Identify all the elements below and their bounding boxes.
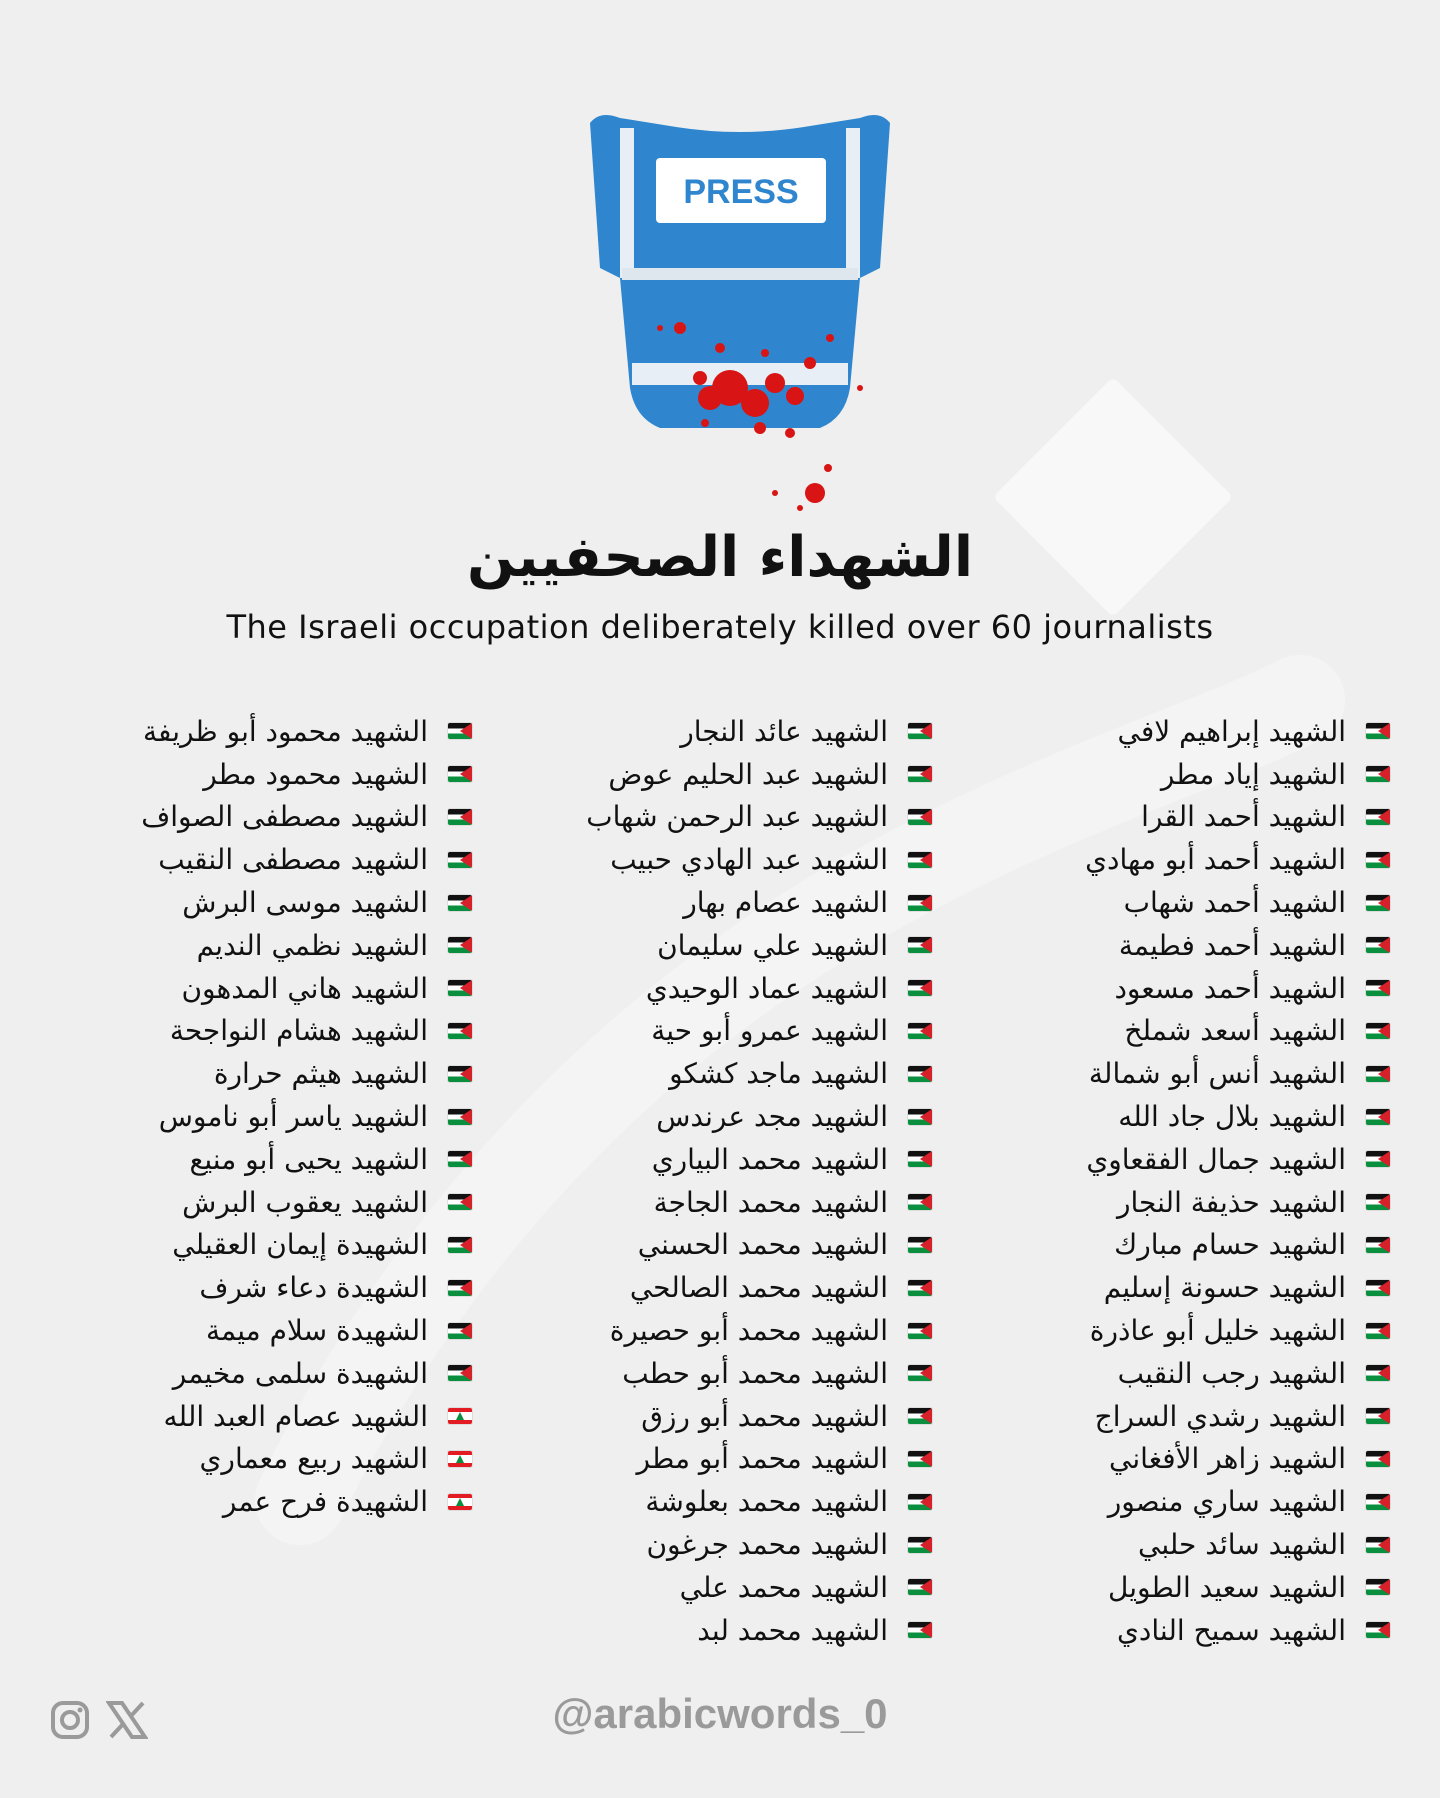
journalist-list-item [32, 924, 472, 967]
journalist-list-item [32, 1095, 472, 1138]
journalist-list-item [492, 710, 932, 753]
palestine-flag-icon [448, 852, 472, 868]
page-title-arabic: الشهداء الصحفيين [466, 525, 974, 590]
lebanon-flag-icon [448, 1451, 472, 1467]
journalist-name: الشهيد أحمد القرا [1141, 800, 1346, 834]
journalist-list-item [492, 1010, 932, 1053]
journalist-name: الشهيد عصام العبد الله [163, 1399, 428, 1433]
palestine-flag-icon [908, 1622, 932, 1638]
palestine-flag-icon [448, 809, 472, 825]
journalist-name: الشهيد ربيع معماري [199, 1442, 428, 1476]
journalist-name: الشهيدة سلام ميمة [206, 1314, 428, 1348]
journalist-list-item [950, 1395, 1390, 1438]
palestine-flag-icon [1366, 1579, 1390, 1595]
journalist-list-item [950, 1609, 1390, 1652]
palestine-flag-icon [448, 1365, 472, 1381]
journalist-name: الشهيد علي سليمان [657, 928, 888, 962]
journalist-list-item [492, 1523, 932, 1566]
journalist-name: الشهيد محمد بعلوشة [645, 1485, 888, 1519]
journalist-name: الشهيد أحمد مسعود [1114, 971, 1346, 1005]
press-vest-illustration [560, 98, 920, 518]
palestine-flag-icon [1366, 1066, 1390, 1082]
journalist-name: الشهيد ماجد كشكو [669, 1057, 888, 1091]
palestine-flag-icon [1366, 1622, 1390, 1638]
journalist-list-item [32, 1224, 472, 1267]
journalist-name: الشهيد محمد الصالحي [629, 1271, 888, 1305]
journalist-name: الشهيد ساري منصور [1107, 1485, 1346, 1519]
journalist-name: الشهيد حسونة إسليم [1103, 1271, 1346, 1305]
palestine-flag-icon [1366, 1537, 1390, 1553]
lebanon-flag-icon [448, 1494, 472, 1510]
lebanon-flag-icon [448, 1408, 472, 1424]
journalist-list-item [492, 1052, 932, 1095]
journalist-name: الشهيد خليل أبو عاذرة [1089, 1314, 1346, 1348]
journalist-name: الشهيد مصطفى النقيب [158, 843, 428, 877]
journalist-list-item [32, 1480, 472, 1523]
palestine-flag-icon [448, 1151, 472, 1167]
journalist-list-item [492, 967, 932, 1010]
journalist-name: الشهيد مجد عرندس [656, 1100, 888, 1134]
journalist-list-item [950, 1224, 1390, 1267]
journalist-name: الشهيد هاني المدهون [181, 971, 428, 1005]
journalist-list-item [950, 1523, 1390, 1566]
journalist-name: الشهيد مصطفى الصواف [141, 800, 428, 834]
journalist-name: الشهيد سائد حلبي [1138, 1528, 1346, 1562]
journalist-name: الشهيدة دعاء شرف [199, 1271, 428, 1305]
journalist-list-item [32, 881, 472, 924]
journalist-name: الشهيد رجب النقيب [1117, 1356, 1346, 1390]
palestine-flag-icon [1366, 1109, 1390, 1125]
palestine-flag-icon [908, 723, 932, 739]
journalist-list-item [32, 753, 472, 796]
journalist-list-item [32, 1010, 472, 1053]
journalist-name: الشهيد محمد جرغون [646, 1528, 888, 1562]
palestine-flag-icon [908, 852, 932, 868]
palestine-flag-icon [908, 1451, 932, 1467]
palestine-flag-icon [908, 1066, 932, 1082]
palestine-flag-icon [448, 766, 472, 782]
journalist-name: الشهيد سعيد الطويل [1108, 1570, 1346, 1604]
palestine-flag-icon [448, 1280, 472, 1296]
palestine-flag-icon [448, 1023, 472, 1039]
journalist-list-item [950, 967, 1390, 1010]
journalist-list-item [492, 1438, 932, 1481]
palestine-flag-icon [1366, 723, 1390, 739]
journalist-name: الشهيدة فرح عمر [222, 1485, 428, 1519]
journalist-name: الشهيد هيثم حرارة [213, 1057, 428, 1091]
palestine-flag-icon [1366, 1494, 1390, 1510]
journalist-list-item [950, 1052, 1390, 1095]
palestine-flag-icon [908, 980, 932, 996]
journalist-name: الشهيد سميح النادي [1117, 1613, 1346, 1647]
journalist-list-item [32, 1395, 472, 1438]
journalist-name: الشهيد عبد الرحمن شهاب [586, 800, 888, 834]
journalist-list-item [950, 924, 1390, 967]
journalist-name: الشهيد عصام بهار [683, 886, 888, 920]
journalist-name: الشهيد عمرو أبو حية [651, 1014, 888, 1048]
journalist-list-item [492, 1395, 932, 1438]
journalist-name: الشهيد محمد أبو حطب [622, 1356, 888, 1390]
journalist-list-item [32, 1181, 472, 1224]
palestine-flag-icon [448, 895, 472, 911]
palestine-flag-icon [1366, 937, 1390, 953]
palestine-flag-icon [448, 1323, 472, 1339]
palestine-flag-icon [908, 1323, 932, 1339]
journalist-name: الشهيد محمد البياري [651, 1142, 888, 1176]
journalist-list-item [32, 796, 472, 839]
palestine-flag-icon [1366, 1151, 1390, 1167]
journalist-list-item [950, 1266, 1390, 1309]
journalist-name: الشهيد محمد أبو حصيرة [609, 1314, 888, 1348]
page-subtitle: The Israeli occupation deliberately killed over 60 journalists [226, 608, 1214, 646]
journalist-name: الشهيد أنس أبو شمالة [1088, 1057, 1346, 1091]
journalist-list-item [32, 1438, 472, 1481]
journalist-list-item [950, 753, 1390, 796]
journalist-list-item [492, 1224, 932, 1267]
journalist-list-column-3 [32, 710, 472, 1523]
journalist-list-item [950, 710, 1390, 753]
journalist-name: الشهيد محمد أبو مطر [636, 1442, 888, 1476]
journalist-list-item [492, 1309, 932, 1352]
palestine-flag-icon [1366, 1408, 1390, 1424]
palestine-flag-icon [1366, 980, 1390, 996]
palestine-flag-icon [908, 1365, 932, 1381]
palestine-flag-icon [448, 980, 472, 996]
journalist-list-item [492, 838, 932, 881]
palestine-flag-icon [908, 1494, 932, 1510]
journalist-name: الشهيد أحمد أبو مهادي [1085, 843, 1346, 877]
journalist-name: الشهيد جمال الفقعاوي [1086, 1142, 1346, 1176]
journalist-name: الشهيد يعقوب البرش [182, 1185, 428, 1219]
palestine-flag-icon [1366, 1451, 1390, 1467]
journalist-list-item [492, 1609, 932, 1652]
palestine-flag-icon [1366, 1280, 1390, 1296]
journalist-list-item [492, 796, 932, 839]
journalist-list-item [950, 1480, 1390, 1523]
journalist-list-item [950, 838, 1390, 881]
journalist-name: الشهيد إبراهيم لافي [1117, 714, 1346, 748]
journalist-list-item [32, 1266, 472, 1309]
journalist-name: الشهيد حسام مبارك [1114, 1228, 1346, 1262]
journalist-name: الشهيد عبد الهادي حبيب [610, 843, 888, 877]
palestine-flag-icon [908, 1194, 932, 1210]
palestine-flag-icon [908, 937, 932, 953]
journalist-name: الشهيد محمد علي [679, 1570, 888, 1604]
journalist-list-item [32, 1352, 472, 1395]
journalist-name: الشهيد عبد الحليم عوض [608, 757, 888, 791]
journalist-list-item [950, 1566, 1390, 1609]
press-label: PRESS [683, 173, 799, 211]
journalist-list-column-1 [950, 710, 1390, 1652]
journalist-list-item [950, 1438, 1390, 1481]
journalist-list-item [32, 838, 472, 881]
journalist-name: الشهيد محمد لبد [697, 1613, 888, 1647]
journalist-name: الشهيد عماد الوحيدي [645, 971, 888, 1005]
palestine-flag-icon [1366, 809, 1390, 825]
palestine-flag-icon [908, 1537, 932, 1553]
palestine-flag-icon [908, 1109, 932, 1125]
palestine-flag-icon [908, 809, 932, 825]
journalist-name: الشهيد هشام النواجحة [169, 1014, 428, 1048]
palestine-flag-icon [1366, 766, 1390, 782]
palestine-flag-icon [448, 1237, 472, 1253]
journalist-name: الشهيدة إيمان العقيلي [172, 1228, 428, 1262]
journalist-name: الشهيد بلال جاد الله [1118, 1100, 1346, 1134]
journalist-list-item [32, 1052, 472, 1095]
journalist-name: الشهيد محمد الجاجة [653, 1185, 888, 1219]
journalist-name: الشهيد يحيى أبو منيع [189, 1142, 428, 1176]
journalist-name: الشهيد ياسر أبو ناموس [158, 1100, 428, 1134]
journalist-name: الشهيد إياد مطر [1160, 757, 1346, 791]
journalist-name: الشهيد محمد الحسني [637, 1228, 888, 1262]
palestine-flag-icon [1366, 1365, 1390, 1381]
palestine-flag-icon [908, 1280, 932, 1296]
palestine-flag-icon [908, 895, 932, 911]
journalist-name: الشهيد رشدي السراج [1094, 1399, 1346, 1433]
palestine-flag-icon [448, 1066, 472, 1082]
palestine-flag-icon [908, 766, 932, 782]
journalist-name: الشهيد محمود أبو ظريفة [143, 714, 428, 748]
journalist-name: الشهيد محمود مطر [203, 757, 428, 791]
palestine-flag-icon [908, 1408, 932, 1424]
journalist-list-item [950, 1309, 1390, 1352]
journalist-list-item [950, 1181, 1390, 1224]
palestine-flag-icon [908, 1579, 932, 1595]
palestine-flag-icon [448, 723, 472, 739]
palestine-flag-icon [1366, 852, 1390, 868]
journalist-list-item [950, 796, 1390, 839]
journalist-list-item [32, 967, 472, 1010]
journalist-list-item [32, 1309, 472, 1352]
palestine-flag-icon [1366, 1237, 1390, 1253]
palestine-flag-icon [908, 1237, 932, 1253]
palestine-flag-icon [1366, 1323, 1390, 1339]
palestine-flag-icon [448, 1109, 472, 1125]
journalist-list-item [32, 710, 472, 753]
journalist-list-item [950, 1138, 1390, 1181]
palestine-flag-icon [1366, 1023, 1390, 1039]
journalist-list-item [492, 1095, 932, 1138]
journalist-list-item [492, 1266, 932, 1309]
journalist-list-item [950, 1010, 1390, 1053]
journalist-list-column-2 [492, 710, 932, 1652]
journalist-list-item [492, 1181, 932, 1224]
journalist-name: الشهيد حذيفة النجار [1116, 1185, 1346, 1219]
journalist-list-item [32, 1138, 472, 1181]
palestine-flag-icon [1366, 1194, 1390, 1210]
journalist-list-item [492, 1566, 932, 1609]
journalist-list-item [492, 881, 932, 924]
journalist-list-item [492, 1352, 932, 1395]
journalist-list-item [950, 1352, 1390, 1395]
palestine-flag-icon [448, 937, 472, 953]
journalist-name: الشهيد محمد أبو رزق [641, 1399, 888, 1433]
journalist-name: الشهيد زاهر الأفغاني [1109, 1442, 1346, 1476]
journalist-name: الشهيد نظمي النديم [196, 928, 428, 962]
palestine-flag-icon [908, 1023, 932, 1039]
journalist-name: الشهيد أحمد فطيمة [1118, 928, 1346, 962]
footer-handle[interactable]: @arabicwords_0 [552, 1690, 888, 1737]
palestine-flag-icon [448, 1194, 472, 1210]
journalist-list-item [492, 924, 932, 967]
journalist-list-item [492, 753, 932, 796]
journalist-name: الشهيد موسى البرش [182, 886, 428, 920]
journalist-list-item [492, 1480, 932, 1523]
journalist-name: الشهيدة سلمى مخيمر [172, 1356, 428, 1390]
journalist-list-item [950, 1095, 1390, 1138]
journalist-name: الشهيد أحمد شهاب [1123, 886, 1346, 920]
palestine-flag-icon [1366, 895, 1390, 911]
journalist-list-item [492, 1138, 932, 1181]
journalist-name: الشهيد أسعد شملخ [1124, 1014, 1346, 1048]
journalist-name: الشهيد عائد النجار [680, 714, 888, 748]
palestine-flag-icon [908, 1151, 932, 1167]
journalist-list-item [950, 881, 1390, 924]
